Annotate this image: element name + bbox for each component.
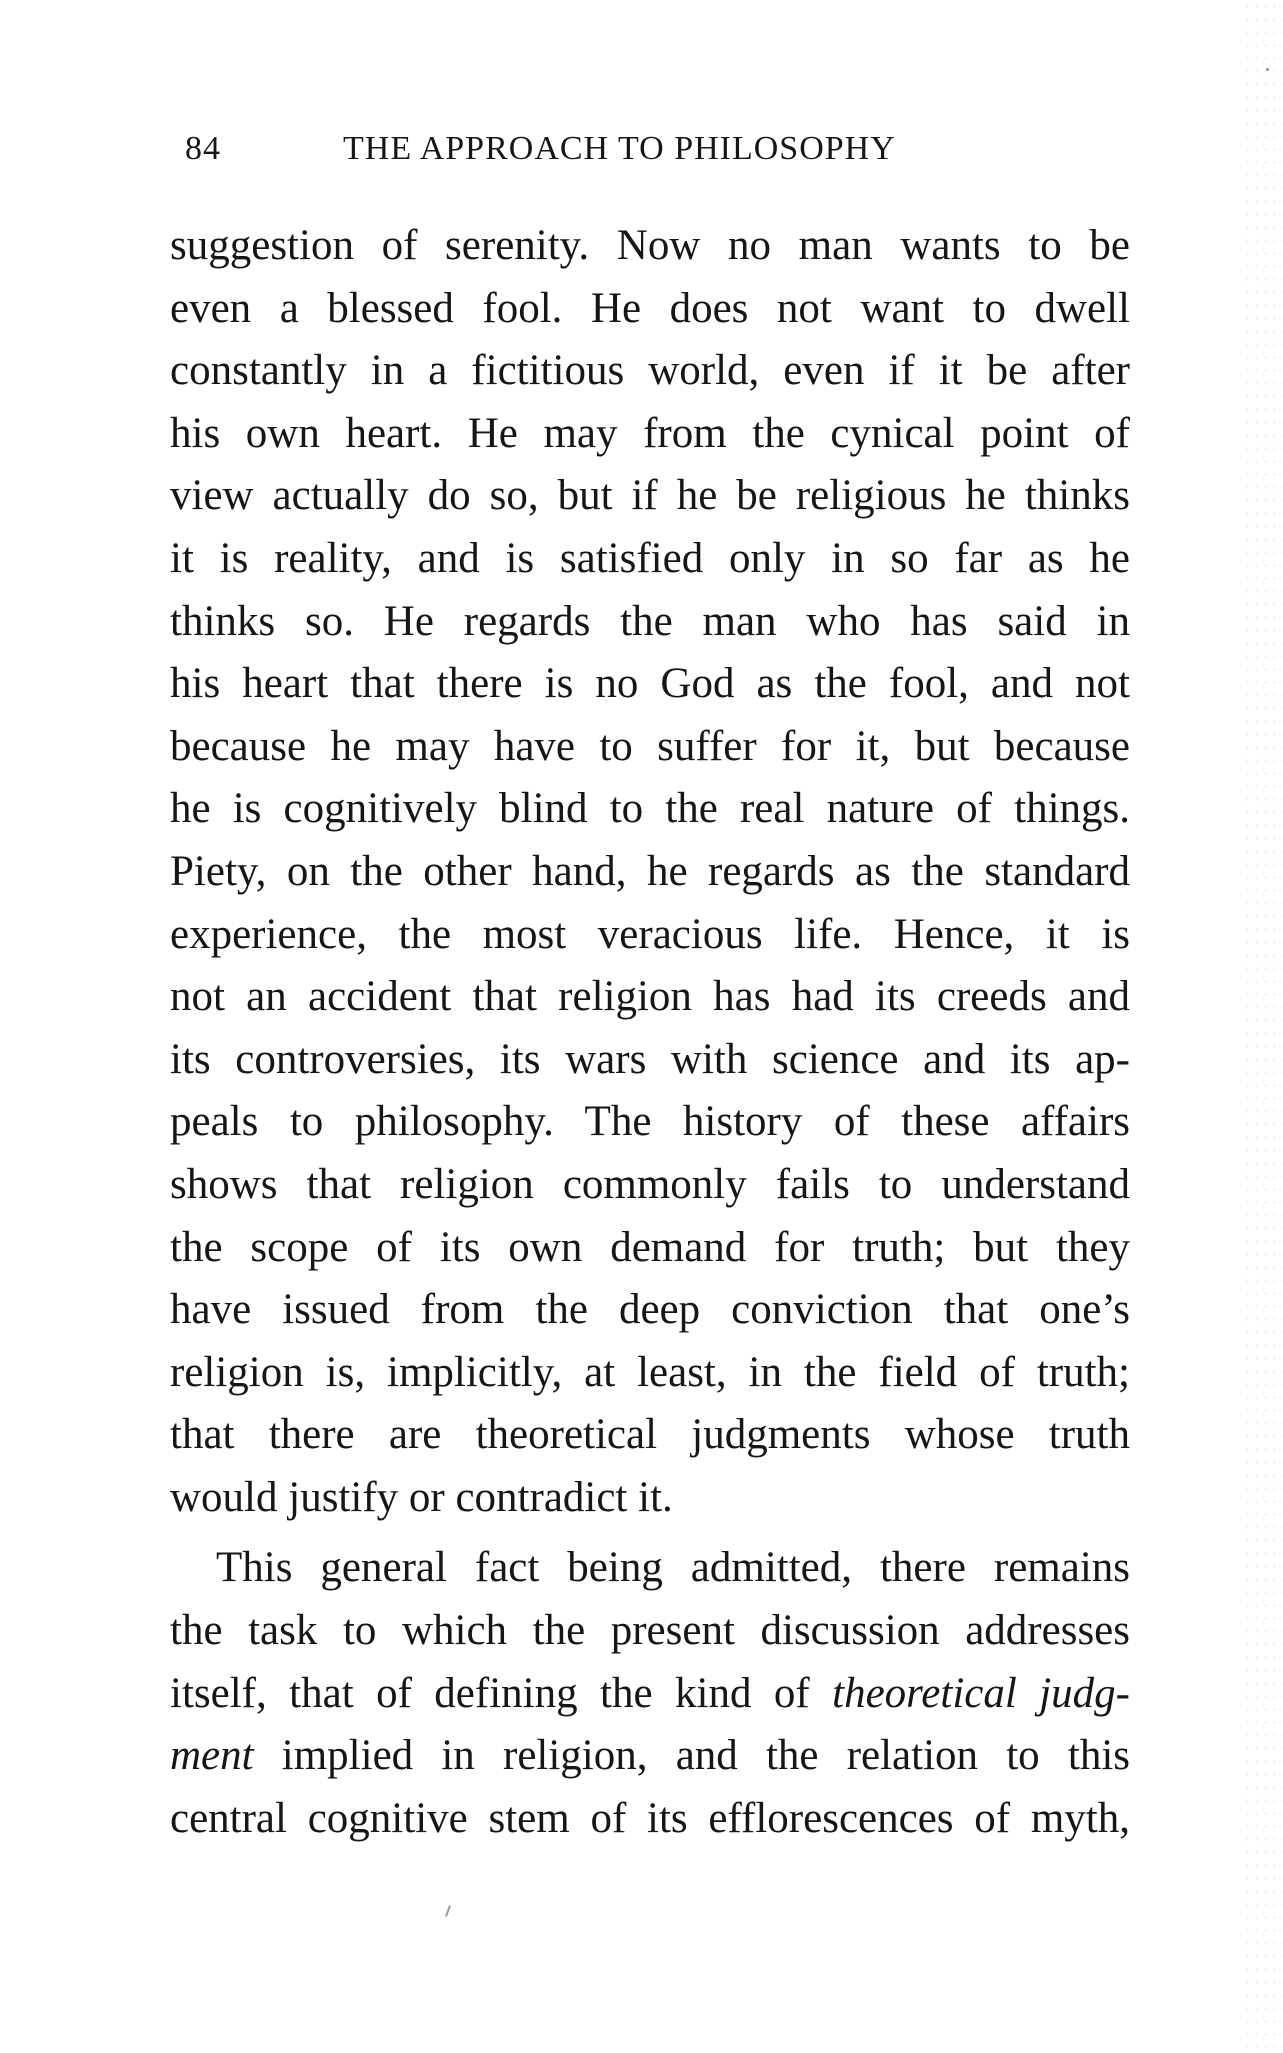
text-line: view actually do so, but if he be religious he thinks [170, 472, 1130, 520]
body-text [170, 215, 1130, 1850]
text-line: its controversies, its wars with science and its ap- [170, 1035, 1130, 1083]
text-line: itself, that of defining the kind of theoretical judg- [170, 1669, 1131, 1717]
italic-term: theoretical judg- [832, 1669, 1131, 1717]
text-line: the task to which the present discussion addresses [170, 1607, 1130, 1655]
text-line: thinks so. He regards the man who has said in [170, 597, 1130, 645]
page-number: 84 [185, 130, 221, 167]
text-line: Piety, on the other hand, he regards as the standard [170, 847, 1130, 895]
text-line: the scope of its own demand for truth; but they [170, 1223, 1130, 1271]
text-line: This general fact being admitted, there remains [216, 1544, 1130, 1592]
print-speck [445, 1905, 451, 1917]
paragraph-gap [170, 1529, 1130, 1537]
text-line: because he may have to suffer for it, but because [170, 722, 1130, 770]
text-line: religion is, implicitly, at least, in the field of truth; [170, 1348, 1130, 1396]
text-line: experience, the most veracious life. Hence, it is [170, 910, 1130, 958]
paragraph-2 [170, 1537, 1130, 1850]
text-line: he is cognitively blind to the real nature of things. [170, 785, 1130, 833]
running-title: THE APPROACH TO PHILOSOPHY [343, 130, 896, 167]
text-line: even a blessed fool. He does not want to dwell [170, 284, 1130, 332]
text-line: it is reality, and is satisfied only in so far as he [170, 534, 1130, 582]
text-line: his own heart. He may from the cynical point of [170, 409, 1130, 457]
print-speck [1266, 68, 1269, 71]
text-line: central cognitive stem of its efflorescences of myth, [170, 1794, 1130, 1842]
paper-edge-texture [1243, 0, 1283, 2053]
text-line: not an accident that religion has had its creeds and [170, 973, 1130, 1021]
text-line: suggestion of serenity. Now no man wants to be [170, 222, 1130, 269]
text-line: shows that religion commonly fails to understand [170, 1160, 1130, 1208]
text-line: have issued from the deep conviction that one’s [170, 1286, 1130, 1334]
text-line: peals to philosophy. The history of these affairs [170, 1098, 1130, 1146]
running-head [185, 130, 985, 180]
text-line: constantly in a fictitious world, even if it be after [170, 347, 1130, 395]
text-line: would justify or contradict it. [170, 1473, 673, 1521]
paragraph-1 [170, 215, 1130, 1529]
italic-term: ment [170, 1732, 254, 1780]
text-line: his heart that there is no God as the fool, and not [170, 660, 1130, 708]
text-line: ment implied in religion, and the relation to this [170, 1732, 1130, 1780]
text-line: that there are theoretical judgments whose truth [170, 1411, 1130, 1459]
